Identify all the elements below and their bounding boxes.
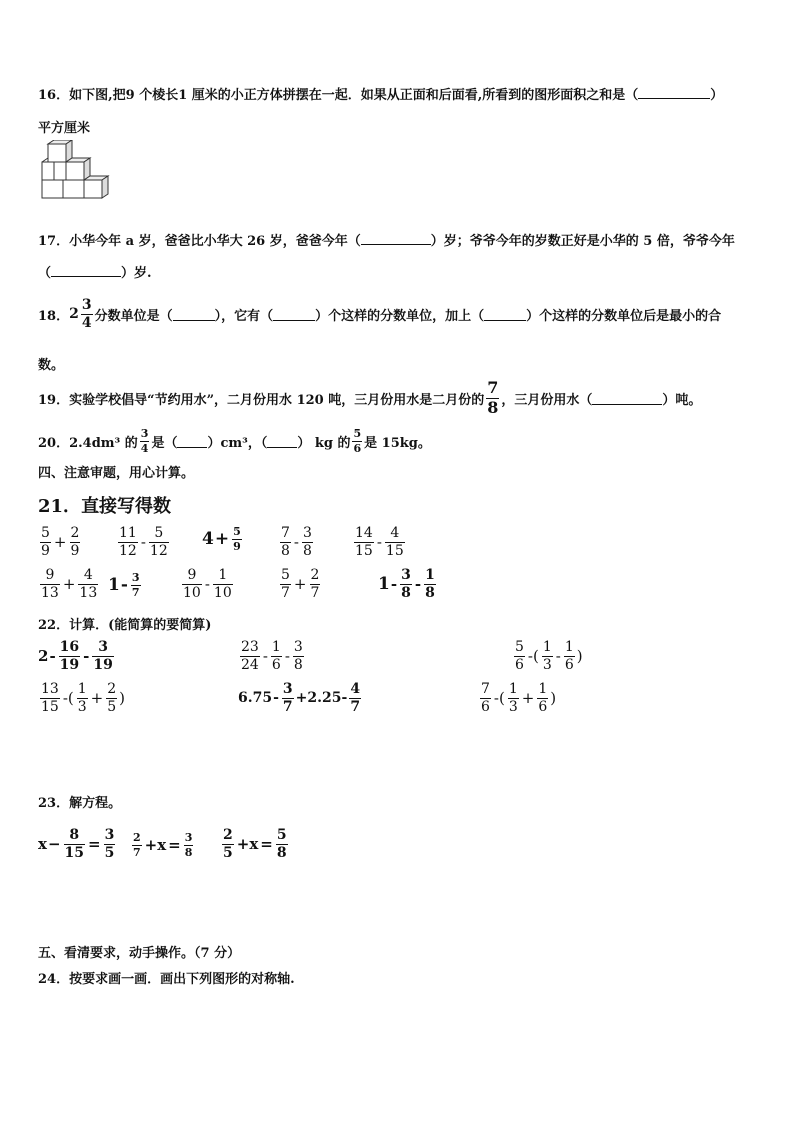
question-18-line2: 数。 [38, 358, 65, 373]
question-23-title: 23．解方程。 [38, 796, 122, 811]
question-19: 19． 实验学校倡导“节约用水”，二月份用水 120 吨，三月份用水是二月份的 $\frac{7}{8}$ ，三月份用水（ ）吨。 [38, 378, 702, 417]
question-22-title: 22．计算．(能简算的要简算) [38, 618, 212, 633]
question-24: 24．按要求画一画．画出下列图形的对称轴. [38, 972, 295, 987]
q21-expr-9: $\frac{5}{7}$ + $\frac{2}{7}$ [281, 567, 320, 601]
answer-blank[interactable] [173, 308, 215, 321]
question-18: 18． 2 $\frac{3}{4}$ 分数单位是（ ），它有（ ）个这样的分数单位，加上（ ）个这样的分数单位后是最小的合 [38, 297, 722, 331]
q21-expr-10: 1 - $\frac{3}{8}$ - $\frac{1}{8}$ [378, 567, 435, 601]
q21-expr-1: $\frac{5}{9}$ + $\frac{2}{9}$ [41, 525, 80, 559]
q23-equation-1: x − $\frac{8}{15}$ = $\frac{3}{5}$ [38, 827, 115, 861]
q22-expr-3: $\frac{5}{6}$ -( $\frac{1}{3}$ - $\frac{1}{6}$ ) [515, 639, 583, 673]
q21-expr-8: $\frac{9}{10}$ - $\frac{1}{10}$ [183, 567, 232, 601]
mixed-fraction: $\frac{3}{4}$ [81, 297, 92, 331]
q21-expr-6: $\frac{9}{13}$ + $\frac{4}{13}$ [41, 567, 98, 601]
q16-unit: 平方厘米 [38, 121, 91, 136]
q23-equation-3: $\frac{2}{5}$ +x = $\frac{5}{8}$ [223, 827, 287, 861]
q21-expr-3: 4 + $\frac{5}{9}$ [202, 525, 241, 553]
question-17-line2: （ ）岁. [38, 266, 152, 281]
question-16: 16．如下图,把9 个棱长1 厘米的小正方体拼摆在一起．如果从正面和后面看,所看到的图形面积之和是（ ） [38, 88, 724, 103]
q22-expr-2: $\frac{23}{24}$ - $\frac{1}{6}$ - $\frac{3}{8}$ [241, 639, 303, 673]
answer-blank[interactable] [273, 308, 315, 321]
q21-expr-5: $\frac{14}{15}$ - $\frac{4}{15}$ [355, 525, 404, 559]
answer-blank[interactable] [638, 86, 710, 99]
fraction: $\frac{5}{6}$ [353, 427, 362, 455]
section-5-heading: 五、看清要求，动手操作。（7 分） [38, 946, 241, 961]
answer-blank[interactable] [267, 435, 297, 448]
q22-expr-5: 6.75 - $\frac{3}{7}$ +2.25- $\frac{4}{7}$ [238, 681, 361, 715]
q21-expr-4: $\frac{7}{8}$ - $\frac{3}{8}$ [281, 525, 312, 559]
q21-expr-2: $\frac{11}{12}$ - $\frac{5}{12}$ [119, 525, 168, 559]
q23-equation-2: $\frac{2}{7}$ +x = $\frac{3}{8}$ [133, 831, 193, 859]
q22-expr-6: $\frac{7}{6}$ -( $\frac{1}{3}$ + $\frac{1}{6}$ ) [481, 681, 557, 715]
answer-blank[interactable] [592, 392, 662, 405]
answer-blank[interactable] [361, 232, 431, 245]
answer-blank[interactable] [177, 435, 207, 448]
section-4-heading: 四、注意审题，用心计算。 [38, 466, 195, 481]
answer-blank[interactable] [51, 264, 121, 277]
fraction: $\frac{3}{4}$ [140, 427, 149, 455]
cube-stack-figure [38, 140, 114, 212]
question-21-title: 21．直接写得数 [38, 496, 172, 517]
q21-expr-7: 1 - $\frac{3}{7}$ [108, 571, 140, 599]
question-20: 20． 2.4dm³ 的 $\frac{3}{4}$ 是（ ）cm³，（ ） kg 的 $\frac{5}{6}$ 是 15kg。 [38, 427, 431, 455]
answer-blank[interactable] [484, 308, 526, 321]
question-17: 17．小华今年 a 岁，爸爸比小华大 26 岁，爸爸今年（ ）岁；爷爷今年的岁数正好是小华的 5 倍，爷爷今年 [38, 234, 735, 249]
fraction: $\frac{7}{8}$ [487, 378, 499, 417]
q22-expr-1: 2 - $\frac{16}{19}$ - $\frac{3}{19}$ [38, 639, 113, 673]
q22-expr-4: $\frac{13}{15}$ -( $\frac{1}{3}$ + $\frac{2}{5}$ ) [41, 681, 126, 715]
